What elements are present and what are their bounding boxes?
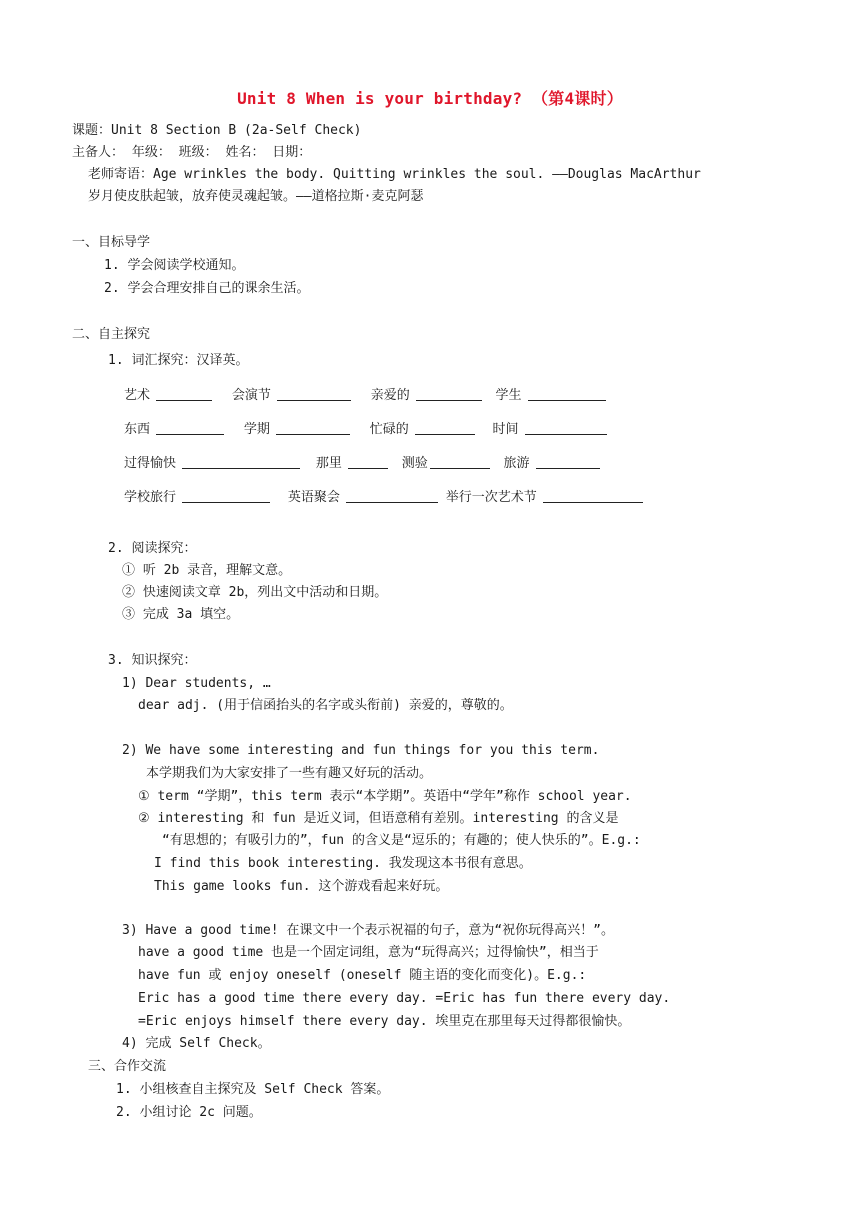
vocab-label: 会演节 (231, 388, 271, 403)
vocab-label: 学生 (495, 388, 522, 403)
section-3-heading: 三、合作交流 (88, 1059, 167, 1074)
vocab-label: 旅游 (503, 456, 530, 471)
goal-item: 2. 学会合理安排自己的课余生活。 (104, 281, 310, 296)
vocab-row (124, 420, 613, 439)
topic-line: 课题：Unit 8 Section B (2a-Self Check) (72, 123, 362, 138)
vocab-label: 亲爱的 (370, 388, 410, 403)
answer-blank[interactable] (415, 420, 475, 435)
knowledge-text: 本学期我们为大家安排了一些有趣又好玩的活动。 (146, 766, 433, 781)
answer-blank[interactable] (348, 454, 388, 469)
answer-blank[interactable] (276, 420, 350, 435)
knowledge-text: have fun 或 enjoy oneself (oneself 随主语的变化而变化)。E.g.: (138, 968, 587, 983)
answer-blank[interactable] (430, 454, 490, 469)
knowledge-text: have a good time 也是一个固定词组，意为“玩得高兴；过得愉快”，相当于 (138, 945, 599, 960)
goal-item: 1. 学会阅读学校通知。 (104, 258, 245, 273)
reading-item: ③ 完成 3a 填空。 (122, 607, 240, 622)
answer-blank[interactable] (528, 386, 606, 401)
example-sentence: Eric has a good time there every day. =Eric has fun there every day. (138, 991, 671, 1006)
knowledge-point-3: 3) Have a good time! 在课文中一个表示祝福的句子，意为“祝你玩得高兴！”。 (122, 923, 615, 938)
knowledge-text: ② interesting 和 fun 是近义词，但语意稍有差别。interesting 的含义是 (138, 811, 619, 826)
answer-blank[interactable] (182, 488, 270, 503)
example-sentence: =Eric enjoys himself there every day. 埃里克在那里每天过得都很愉快。 (138, 1014, 631, 1029)
answer-blank[interactable] (416, 386, 482, 401)
knowledge-text: “有思想的；有吸引力的”，fun 的含义是“逗乐的；有趣的；使人快乐的”。E.g.: (162, 833, 641, 848)
reading-item: ② 快速阅读文章 2b，列出文中活动和日期。 (122, 585, 388, 600)
vocab-label: 时间 (492, 422, 519, 437)
vocab-heading: 1. 词汇探究：汉译英。 (108, 353, 249, 368)
section-1-heading: 一、目标导学 (72, 235, 151, 250)
answer-blank[interactable] (156, 386, 212, 401)
vocab-label: 东西 (124, 422, 151, 437)
answer-blank[interactable] (543, 488, 643, 503)
knowledge-point-1: 1) Dear students, … (122, 676, 271, 691)
knowledge-heading: 3. 知识探究： (108, 653, 197, 668)
example-sentence: I find this book interesting. 我发现这本书很有意思。 (154, 856, 532, 871)
vocab-row (124, 386, 612, 405)
answer-blank[interactable] (182, 454, 300, 469)
reading-heading: 2. 阅读探究： (108, 541, 197, 556)
page-title: Unit 8 When is your birthday? （第4课时） (237, 89, 623, 108)
cooperation-item: 2. 小组讨论 2c 问题。 (116, 1105, 262, 1120)
answer-blank[interactable] (536, 454, 600, 469)
answer-blank[interactable] (525, 420, 607, 435)
knowledge-point-2: 2) We have some interesting and fun things for you this term. (122, 743, 600, 758)
answer-blank[interactable] (156, 420, 224, 435)
vocab-label: 英语聚会 (287, 490, 340, 505)
teacher-quote-en: 老师寄语：Age wrinkles the body. Quitting wrinkles the soul. ——Douglas MacArthur (88, 167, 701, 182)
vocab-label: 学期 (243, 422, 270, 437)
reading-item: ① 听 2b 录音，理解文意。 (122, 563, 292, 578)
cooperation-item: 1. 小组核查自主探究及 Self Check 答案。 (116, 1082, 390, 1097)
header-fields: 主备人： 年级： 班级： 姓名： 日期： (72, 145, 312, 160)
answer-blank[interactable] (346, 488, 438, 503)
answer-blank[interactable] (277, 386, 351, 401)
section-2-heading: 二、自主探究 (72, 327, 151, 342)
vocab-label: 学校旅行 (124, 490, 177, 505)
vocab-row (124, 454, 606, 473)
knowledge-text: ① term “学期”，this term 表示“本学期”。英语中“学年”称作 school year. (138, 789, 632, 804)
knowledge-text: dear adj. (用于信函抬头的名字或头衔前) 亲爱的，尊敬的。 (138, 698, 513, 713)
teacher-quote-cn: 岁月使皮肤起皱，放弃使灵魂起皱。——道格拉斯·麦克阿瑟 (88, 189, 424, 204)
vocab-label: 测验 (401, 456, 428, 471)
knowledge-point-4: 4) 完成 Self Check。 (122, 1036, 271, 1051)
vocab-label: 过得愉快 (124, 456, 177, 471)
example-sentence: This game looks fun. 这个游戏看起来好玩。 (154, 879, 449, 894)
vocab-label: 忙碌的 (369, 422, 409, 437)
vocab-label: 举行一次艺术节 (445, 490, 537, 505)
vocab-label: 那里 (315, 456, 342, 471)
vocab-label: 艺术 (124, 388, 151, 403)
vocab-row (124, 488, 649, 507)
